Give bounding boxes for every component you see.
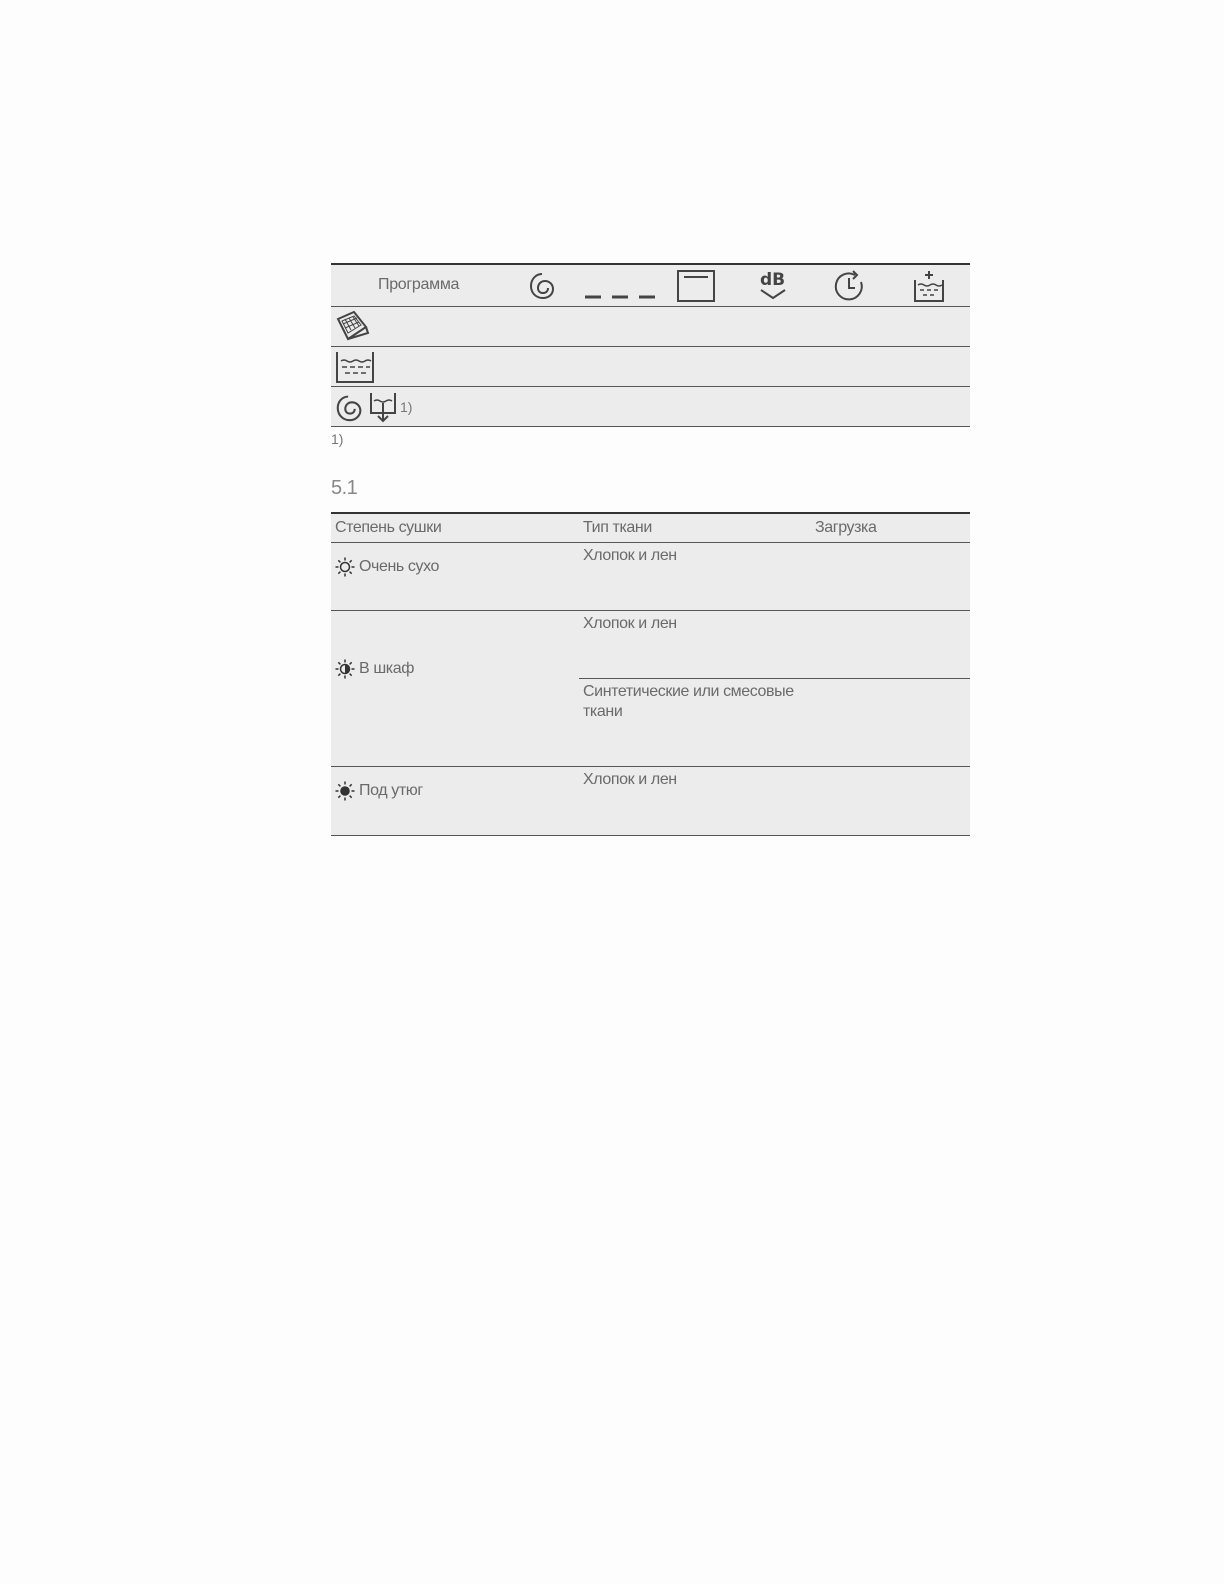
dryness-level-label: Очень сухо bbox=[359, 558, 440, 575]
fabric-label: Хлопок и лен bbox=[583, 615, 677, 632]
dryness-level bbox=[335, 557, 439, 577]
fabric-label: Хлопок и лен bbox=[583, 771, 677, 788]
spin-icon bbox=[526, 268, 560, 304]
program-table-header bbox=[331, 265, 970, 307]
timer-icon bbox=[833, 268, 867, 304]
dryness-level bbox=[335, 659, 414, 679]
program-row-mesh-bag bbox=[331, 307, 970, 347]
header-fabric-type: Тип ткани bbox=[583, 519, 652, 536]
extra-rinse-icon bbox=[912, 268, 946, 304]
fabric-cell bbox=[579, 767, 970, 835]
dryness-level-label: Под утюг bbox=[359, 782, 423, 799]
dryness-group-very-dry bbox=[331, 543, 970, 611]
header-load: Загрузка bbox=[815, 519, 877, 536]
water-basin-icon bbox=[334, 349, 376, 385]
dryness-level-label: В шкаф bbox=[359, 660, 414, 677]
fabric-label: Хлопок и лен bbox=[583, 547, 677, 564]
spin-icon bbox=[334, 389, 366, 425]
footnote: 1) bbox=[331, 431, 344, 447]
manual-page bbox=[331, 263, 970, 836]
fabric-cell bbox=[579, 543, 970, 610]
footnote-ref: 1) bbox=[400, 399, 413, 415]
dash-line-icon bbox=[583, 268, 659, 304]
db-low-noise-icon bbox=[756, 268, 790, 304]
svg-text:dB: dB bbox=[760, 270, 786, 290]
mesh-bag-icon bbox=[334, 309, 370, 345]
dryness-group-iron bbox=[331, 767, 970, 836]
sun-filled-icon bbox=[335, 781, 355, 801]
sun-half-icon bbox=[335, 659, 355, 679]
spin-drain-icons bbox=[334, 389, 412, 425]
dryness-table-header bbox=[331, 514, 970, 543]
sun-outline-icon bbox=[335, 557, 355, 577]
dryness-table bbox=[331, 512, 970, 836]
fabric-label: Синтетические или смесовые ткани bbox=[583, 683, 794, 720]
fabric-cell bbox=[579, 611, 970, 679]
dryness-level bbox=[335, 781, 423, 801]
drain-icon bbox=[368, 389, 398, 425]
drum-icon bbox=[676, 268, 718, 304]
program-row-spin-drain bbox=[331, 387, 970, 427]
program-row-water bbox=[331, 347, 970, 387]
section-number: 5.1 bbox=[331, 477, 358, 499]
dryness-group-cupboard bbox=[331, 611, 970, 767]
program-header-label: Программа bbox=[378, 276, 460, 293]
program-table bbox=[331, 263, 970, 427]
header-dryness-level: Степень сушки bbox=[335, 519, 442, 536]
fabric-cell bbox=[579, 679, 809, 766]
